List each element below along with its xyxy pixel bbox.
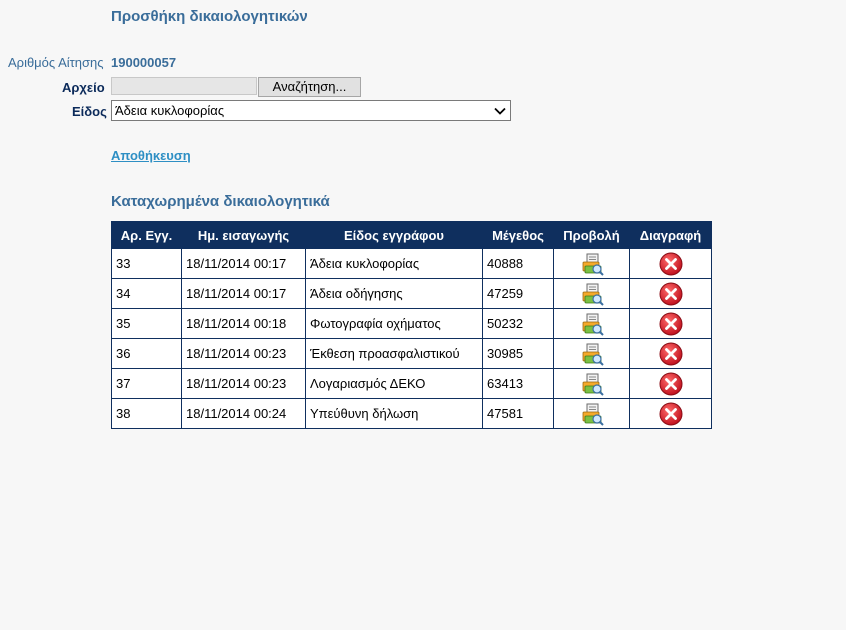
cell-date: 18/11/2014 00:17 [182, 249, 306, 279]
save-link[interactable]: Αποθήκευση [111, 148, 191, 163]
document-type-select[interactable] [111, 100, 511, 121]
document-type-selected: Άδεια κυκλοφορίας [115, 103, 225, 118]
column-header-id: Αρ. Εγγ. [112, 222, 182, 249]
documents-table [111, 221, 712, 429]
cell-id: 33 [112, 249, 182, 279]
cell-view [554, 339, 630, 369]
chevron-down-icon [493, 104, 507, 118]
document-view-icon[interactable] [580, 312, 604, 336]
table-row [112, 399, 712, 429]
table-row [112, 279, 712, 309]
table-row [112, 249, 712, 279]
page-title: Προσθήκη δικαιολογητικών [111, 8, 308, 25]
cell-delete [630, 249, 712, 279]
cell-type: Άδεια οδήγησης [306, 279, 483, 309]
column-header-size: Μέγεθος [483, 222, 554, 249]
cell-delete [630, 339, 712, 369]
delete-x-icon[interactable] [659, 402, 683, 426]
cell-size: 30985 [483, 339, 554, 369]
table-header-row [112, 222, 712, 249]
document-view-icon[interactable] [580, 402, 604, 426]
cell-date: 18/11/2014 00:23 [182, 369, 306, 399]
cell-type: Άδεια κυκλοφορίας [306, 249, 483, 279]
cell-type: Έκθεση προασφαλιστικού [306, 339, 483, 369]
cell-delete [630, 309, 712, 339]
cell-date: 18/11/2014 00:23 [182, 339, 306, 369]
cell-view [554, 279, 630, 309]
table-row [112, 309, 712, 339]
registered-documents-title: Καταχωρημένα δικαιολογητικά [111, 193, 330, 210]
cell-id: 34 [112, 279, 182, 309]
cell-delete [630, 279, 712, 309]
column-header-type: Είδος εγγράφου [306, 222, 483, 249]
cell-size: 47259 [483, 279, 554, 309]
cell-delete [630, 369, 712, 399]
cell-type: Λογαριασμός ΔΕΚΟ [306, 369, 483, 399]
delete-x-icon[interactable] [659, 342, 683, 366]
cell-date: 18/11/2014 00:17 [182, 279, 306, 309]
column-header-date: Ημ. εισαγωγής [182, 222, 306, 249]
application-number-label: Αριθμός Αίτησης [8, 55, 104, 70]
cell-size: 40888 [483, 249, 554, 279]
document-view-icon[interactable] [580, 372, 604, 396]
file-input[interactable] [111, 77, 257, 95]
file-label: Αρχείο [62, 80, 105, 95]
document-view-icon[interactable] [580, 342, 604, 366]
cell-id: 36 [112, 339, 182, 369]
cell-view [554, 309, 630, 339]
cell-view [554, 369, 630, 399]
delete-x-icon[interactable] [659, 252, 683, 276]
cell-delete [630, 399, 712, 429]
type-label: Είδος [72, 104, 107, 119]
application-number-value: 190000057 [111, 55, 177, 70]
delete-x-icon[interactable] [659, 372, 683, 396]
cell-size: 63413 [483, 369, 554, 399]
table-row [112, 369, 712, 399]
cell-type: Φωτογραφία οχήματος [306, 309, 483, 339]
cell-size: 47581 [483, 399, 554, 429]
document-view-icon[interactable] [580, 252, 604, 276]
cell-id: 35 [112, 309, 182, 339]
cell-id: 37 [112, 369, 182, 399]
column-header-delete: Διαγραφή [630, 222, 712, 249]
cell-id: 38 [112, 399, 182, 429]
browse-button[interactable]: Αναζήτηση... [258, 77, 361, 97]
cell-view [554, 399, 630, 429]
cell-size: 50232 [483, 309, 554, 339]
column-header-view: Προβολή [554, 222, 630, 249]
cell-date: 18/11/2014 00:18 [182, 309, 306, 339]
cell-type: Υπεύθυνη δήλωση [306, 399, 483, 429]
table-row [112, 339, 712, 369]
cell-view [554, 249, 630, 279]
delete-x-icon[interactable] [659, 312, 683, 336]
document-view-icon[interactable] [580, 282, 604, 306]
delete-x-icon[interactable] [659, 282, 683, 306]
cell-date: 18/11/2014 00:24 [182, 399, 306, 429]
